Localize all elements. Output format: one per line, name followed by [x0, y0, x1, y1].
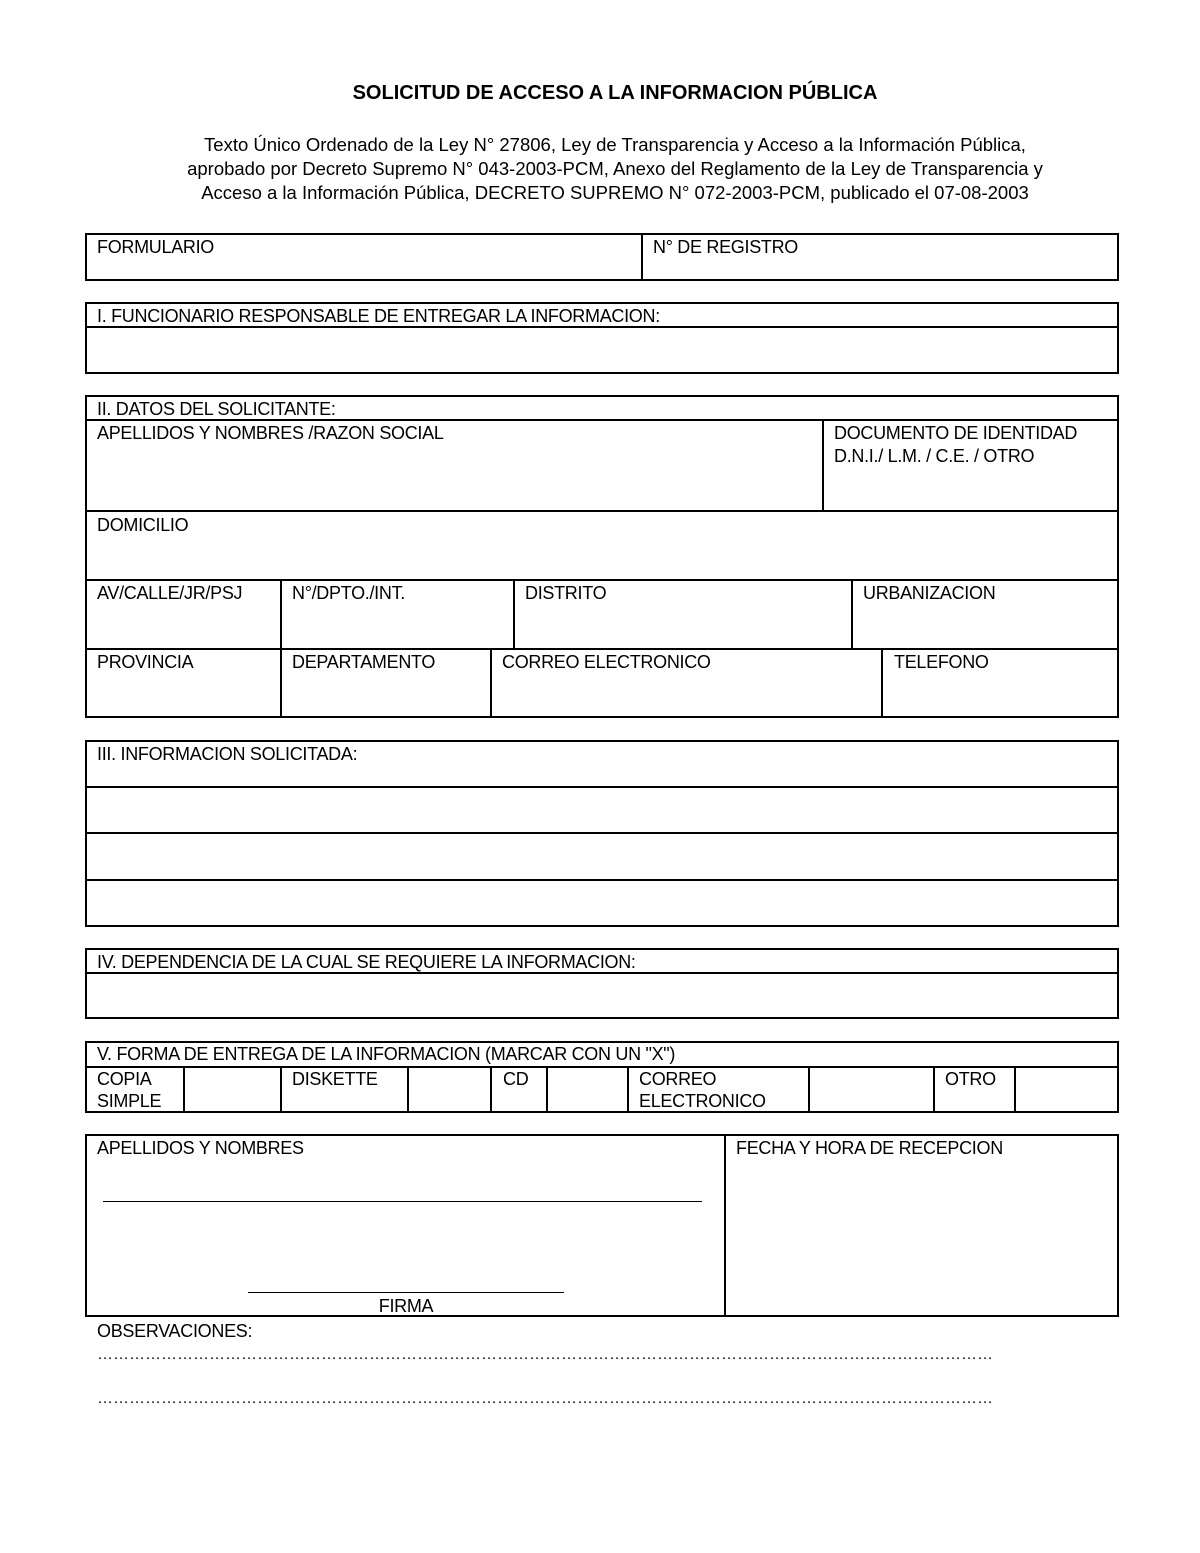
legal-reference-text [20, 133, 1200, 205]
formulario-field[interactable] [88, 258, 638, 278]
registro-label: N° DE REGISTRO [653, 237, 799, 257]
delivery-divider-1 [183, 1066, 185, 1113]
section-4-title: IV. DEPENDENCIA DE LA CUAL SE REQUIERE LA INFORMACION: [97, 952, 636, 972]
documento-tipos-label: D.N.I./ L.M. / C.E. / OTRO [834, 446, 1035, 466]
fecha-hora-recepcion-field[interactable] [728, 1162, 1116, 1314]
copia-simple-checkbox[interactable] [186, 1069, 278, 1110]
distrito-label: DISTRITO [525, 583, 607, 603]
domicilio-rule-top [85, 510, 1119, 512]
av-calle-field[interactable] [88, 606, 277, 646]
provincia-label: PROVINCIA [97, 652, 194, 672]
address-divider-3 [851, 579, 853, 649]
urbanizacion-field[interactable] [855, 606, 1116, 646]
numero-dpto-label: N°/DPTO./INT. [292, 583, 405, 603]
departamento-label: DEPARTAMENTO [292, 652, 436, 672]
page-title: SOLICITUD DE ACCESO A LA INFORMACION PÚBLICA [352, 82, 878, 104]
informacion-solicitada-line-3[interactable] [88, 882, 1116, 924]
delivery-divider-4 [490, 1066, 492, 1113]
apellidos-nombres-line [103, 1201, 702, 1202]
section-2-title: II. DATOS DEL SOLICITANTE: [97, 399, 336, 419]
contact-divider-3 [881, 648, 883, 718]
distrito-field[interactable] [517, 606, 848, 646]
delivery-divider-7 [808, 1066, 810, 1113]
otro-checkbox[interactable] [1017, 1069, 1116, 1110]
section-3-rule-3 [85, 879, 1119, 881]
informacion-solicitada-line-2[interactable] [88, 835, 1116, 877]
correo-entrega-label-line-1: CORREO [639, 1069, 717, 1089]
signature-divider [724, 1134, 726, 1317]
telefono-label: TELEFONO [894, 652, 989, 672]
firma-line [248, 1292, 564, 1293]
telefono-field[interactable] [885, 675, 1116, 715]
legal-text-line-1: Texto Único Ordenado de la Ley N° 27806, Ley de Transparencia y Acceso a la Información Pública, [204, 134, 1026, 155]
urbanizacion-label: URBANIZACION [863, 583, 996, 603]
otro-label: OTRO [945, 1069, 996, 1089]
firma-field[interactable] [248, 1250, 564, 1291]
apellidos-nombres-field[interactable] [103, 1170, 702, 1200]
address-divider-2 [513, 579, 515, 649]
informacion-solicitada-line-1[interactable] [88, 789, 1116, 830]
correo-electronico-field[interactable] [494, 675, 878, 715]
section-3-title: III. INFORMACION SOLICITADA: [97, 744, 358, 764]
apellidos-razon-social-label: APELLIDOS Y NOMBRES /RAZON SOCIAL [97, 423, 444, 443]
contact-divider-2 [490, 648, 492, 718]
provincia-field[interactable] [88, 675, 277, 715]
apellidos-razon-social-field[interactable] [88, 446, 818, 508]
apellidos-nombres-label: APELLIDOS Y NOMBRES [97, 1138, 304, 1158]
delivery-divider-5 [546, 1066, 548, 1113]
section-3-rule-1 [85, 786, 1119, 788]
delivery-divider-6 [627, 1066, 629, 1113]
numero-dpto-field[interactable] [284, 606, 510, 646]
apellidos-divider [822, 419, 824, 511]
address-divider-1 [280, 579, 282, 649]
correo-entrega-checkbox[interactable] [811, 1069, 931, 1110]
legal-text-line-3: Acceso a la Información Pública, DECRETO SUPREMO N° 072-2003-PCM, publicado el 07-08-2003 [201, 182, 1029, 203]
contact-row-rule [85, 648, 1119, 650]
delivery-divider-3 [407, 1066, 409, 1113]
documento-identidad-label: DOCUMENTO DE IDENTIDAD [834, 423, 1078, 443]
dependencia-field[interactable] [88, 975, 1116, 1016]
diskette-label: DISKETTE [292, 1069, 378, 1089]
av-calle-label: AV/CALLE/JR/PSJ [97, 583, 243, 603]
formulario-label: FORMULARIO [97, 237, 215, 257]
domicilio-field[interactable] [88, 538, 1116, 578]
observaciones-label: OBSERVACIONES: [97, 1321, 253, 1341]
cd-label: CD [503, 1069, 529, 1089]
registro-field[interactable] [645, 258, 1115, 278]
correo-electronico-label: CORREO ELECTRONICO [502, 652, 711, 672]
diskette-checkbox[interactable] [410, 1069, 488, 1110]
copia-simple-label-line-1: COPIA [97, 1069, 152, 1089]
header-divider [641, 233, 643, 281]
copia-simple-label-line-2: SIMPLE [97, 1091, 162, 1111]
funcionario-field[interactable] [88, 329, 1116, 371]
correo-entrega-label-line-2: ELECTRONICO [639, 1091, 766, 1111]
domicilio-label: DOMICILIO [97, 515, 189, 535]
delivery-divider-9 [1014, 1066, 1016, 1113]
firma-label: FIRMA [378, 1296, 434, 1316]
observaciones-line-2[interactable]: …………………………………………………………………………………………………………………………………………………… [97, 1390, 993, 1407]
section-5-title: V. FORMA DE ENTREGA DE LA INFORMACION (MARCAR CON UN "X") [97, 1044, 676, 1064]
observaciones-line-1[interactable]: …………………………………………………………………………………………………………………………………………………… [97, 1346, 993, 1363]
departamento-field[interactable] [284, 675, 487, 715]
delivery-divider-8 [933, 1066, 935, 1113]
contact-divider-1 [280, 648, 282, 718]
cd-checkbox[interactable] [549, 1069, 625, 1110]
address-row-rule [85, 579, 1119, 581]
section-1-title: I. FUNCIONARIO RESPONSABLE DE ENTREGAR LA INFORMACION: [97, 306, 660, 326]
fecha-hora-recepcion-label: FECHA Y HORA DE RECEPCION [736, 1138, 1003, 1158]
section-3-rule-2 [85, 832, 1119, 834]
documento-identidad-field[interactable] [826, 470, 1116, 508]
legal-text-line-2: aprobado por Decreto Supremo N° 043-2003-PCM, Anexo del Reglamento de la Ley de Transparencia y [187, 158, 1043, 179]
delivery-divider-2 [280, 1066, 282, 1113]
